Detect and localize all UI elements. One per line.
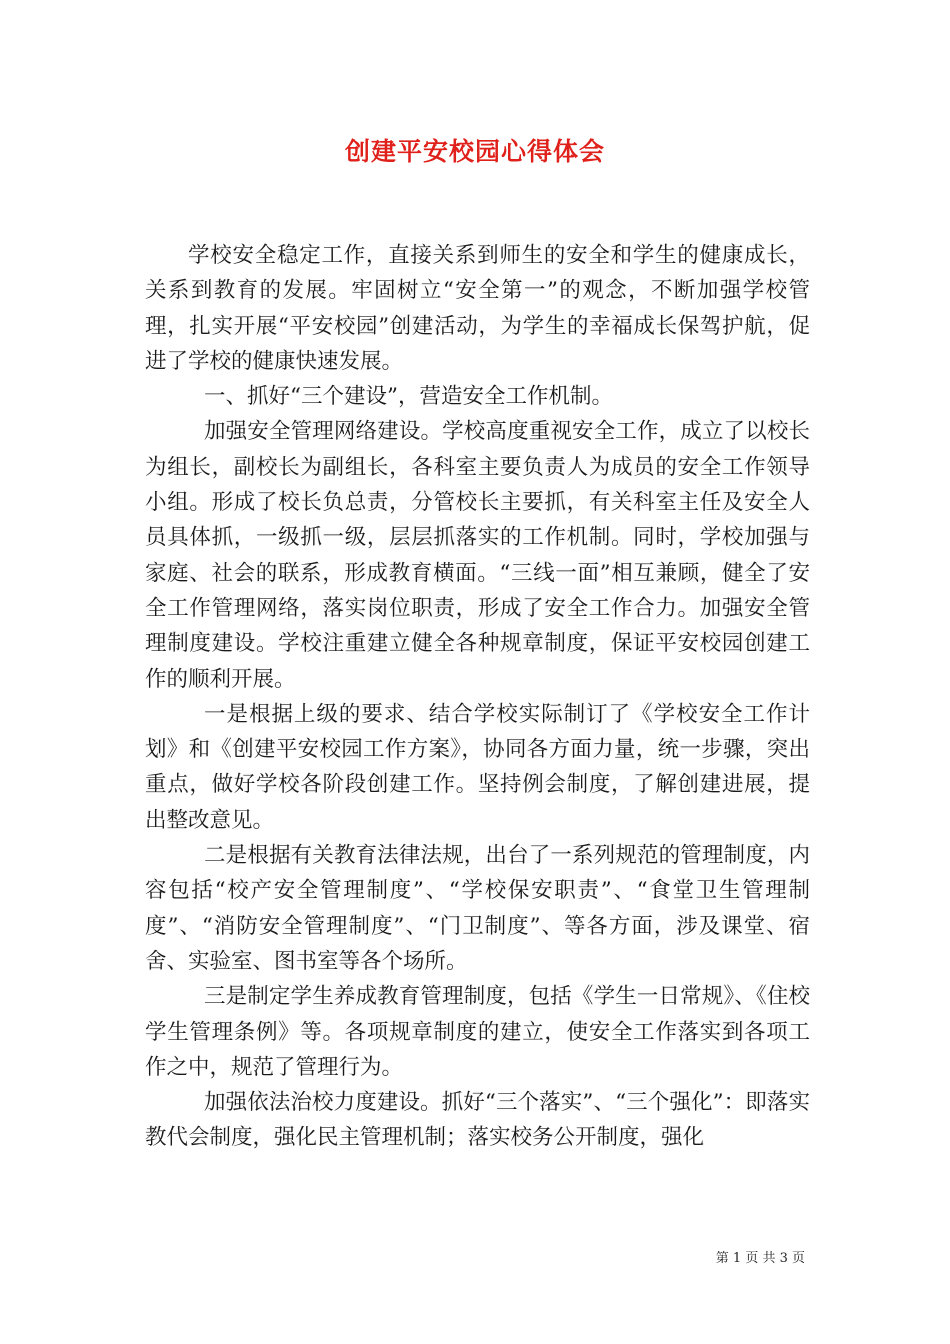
page-number: 第 1 页 共 3 页	[715, 1251, 805, 1266]
section-heading-1: 一、抓好“三个建设”，营造安全工作机制。	[204, 384, 613, 410]
document-title: 创建平安校园心得体会	[344, 137, 605, 166]
paragraph-second: 二是根据有关教育法律法规，出台了一系列规范的管理制度，内容包括“校产安全管理制度”、“学校保安职责”、“食堂卫生管理制度”、“消防安全管理制度”、“门卫制度”、等各方面，涉及课堂、宿舍、实验室、图书室等各个场所。	[145, 843, 810, 974]
paragraph-intro: 学校安全稳定工作，直接关系到师生的安全和学生的健康成长，关系到教育的发展。牢固树立“安全第一”的观念，不断加强学校管理，扎实开展“平安校园”创建活动，为学生的幸福成长保驾护航，促进了学校的健康快速发展。	[145, 243, 810, 374]
paragraph-law: 加强依法治校力度建设。抓好“三个落实”、“三个强化”：即落实教代会制度，强化民主管理机制；落实校务公开制度，强化	[145, 1090, 810, 1151]
document-body	[145, 238, 810, 1156]
paragraph-third: 三是制定学生养成教育管理制度，包括《学生一日常规》、《住校学生管理条例》等。各项规章制度的建立，使安全工作落实到各项工作之中，规范了管理行为。	[145, 984, 810, 1080]
paragraph-first: 一是根据上级的要求、结合学校实际制订了《学校安全工作计划》和《创建平安校园工作方案》，协同各方面力量，统一步骤，突出重点，做好学校各阶段创建工作。坚持例会制度，了解创建进展，提出整改意见。	[145, 701, 810, 833]
paragraph-network: 加强安全管理网络建设。学校高度重视安全工作，成立了以校长为组长，副校长为副组长，各科室主要负责人为成员的安全工作领导小组。形成了校长负总责，分管校长主要抓，有关科室主任及安全人员具体抓，一级抓一级，层层抓落实的工作机制。同时，学校加强与家庭、社会的联系，形成教育横面。“三线一面”相互兼顾，健全了安全工作管理网络，落实岗位职责，形成了安全工作合力。加强安全管理制度建设。学校注重建立健全各种规章制度，保证平安校园创建工作的顺利开展。	[145, 419, 810, 692]
